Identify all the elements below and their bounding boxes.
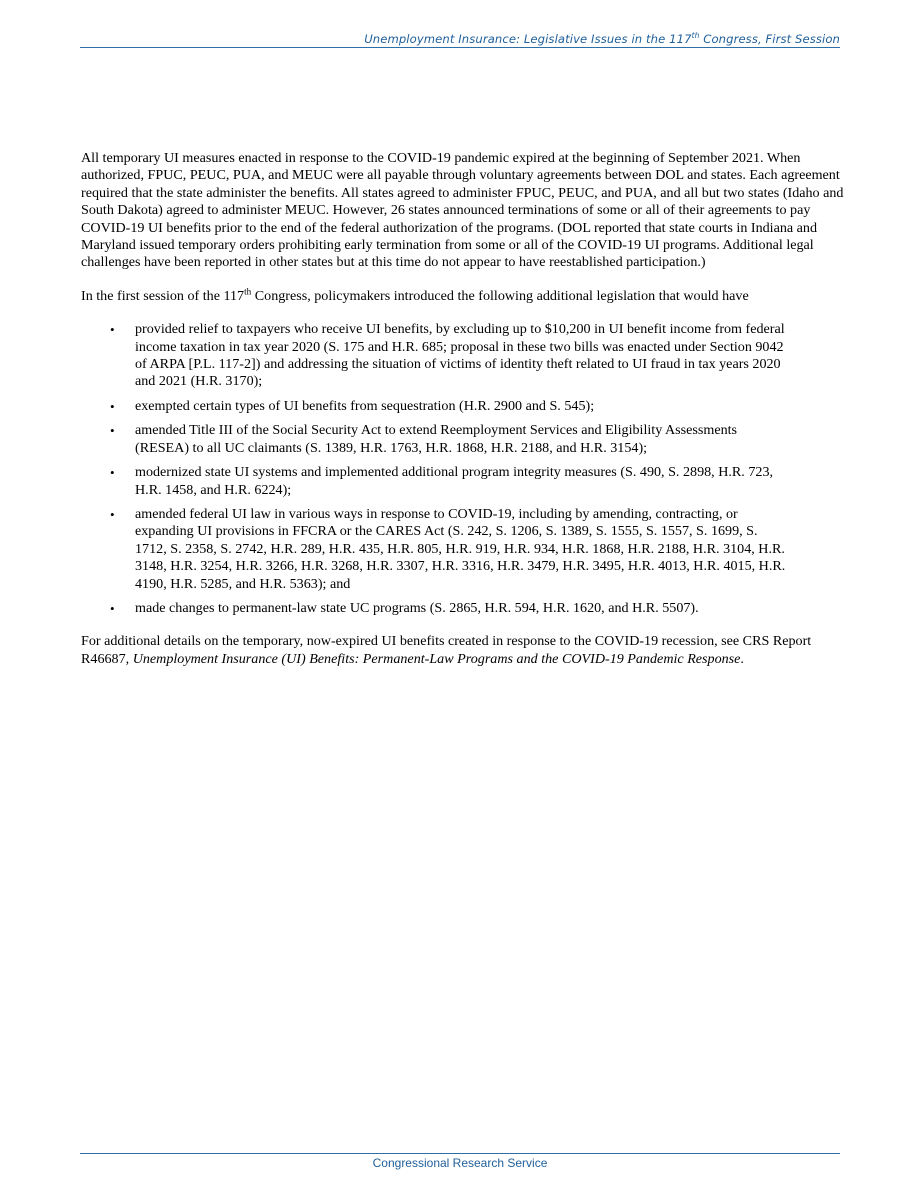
paragraph-additional-details: [81, 633, 846, 668]
paragraph-intro: [81, 288, 846, 305]
paragraph-details-prefix: For additional details on the temporary, now-expired UI benefits created in response to the COVID-19 recession, see CRS Report R46687,: [81, 633, 812, 667]
paragraph-details-suffix: .: [740, 650, 744, 667]
list-item: [81, 600, 846, 617]
main-content: [81, 150, 846, 684]
report-title: [364, 32, 840, 46]
list-item-text: provided relief to taxpayers who receive UI benefits, by excluding up to $10,200 in UI benefit income from federal income taxation in tax year 2020 (S. 175 and H.R. 685; proposal in these two bills was enacted under Section 9042 of ARPA [P.L. 117-2]) and addressing the situation of victims of identity theft related to UI fraud in tax years 2020 and 2021 (H.R. 3170);: [135, 321, 785, 390]
running-header: [80, 33, 840, 48]
bullet-icon: •: [110, 506, 115, 522]
list-item-text: exempted certain types of UI benefits from sequestration (H.R. 2900 and S. 545);: [135, 397, 595, 414]
list-item: [81, 464, 846, 499]
bullet-icon: •: [110, 423, 115, 439]
crs-report-title: Unemployment Insurance (UI) Benefits: Permanent-Law Programs and the COVID-19 Pandemic Response: [132, 650, 741, 667]
list-item: [81, 398, 846, 415]
paragraph-expiration: All temporary UI measures enacted in response to the COVID-19 pandemic expired at the beginning of September 2021. When authorized, FPUC, PEUC, PUA, and MEUC were all payable through voluntary agreements between DOL and states. Each agreement required that the state administer the benefits. All states agreed to administer FPUC, PEUC, and PUA, and all but two states (Idaho and South Dakota) agreed to administer MEUC. However, 26 states announced terminations of some or all of their agreements to pay COVID-19 UI benefits prior to the end of the federal authorization of the programs. (DOL reported that state courts in Indiana and Maryland issued temporary orders prohibiting early termination from some or all of the COVID-19 UI programs. Additional legal challenges have been reported in other states but at this time do not appear to have reestablished participation.): [81, 150, 844, 271]
list-item-text: amended federal UI law in various ways in response to COVID-19, including by amending, contracting, or expanding UI provisions in FFCRA or the CARES Act (S. 242, S. 1206, S. 1389, S. 1555, S. 1557, S. 1699, S. 1712, S. 2358, S. 2742, H.R. 289, H.R. 435, H.R. 805, H.R. 919, H.R. 934, H.R. 1868, H.R. 2188, H.R. 3104, H.R. 3148, H.R. 3254, H.R. 3266, H.R. 3268, H.R. 3307, H.R. 3316, H.R. 3479, H.R. 3495, H.R. 4013, H.R. 4015, H.R. 4190, H.R. 5285, and H.R. 5363); and: [135, 505, 786, 592]
list-item: [81, 422, 846, 457]
bullet-icon: •: [110, 322, 115, 338]
report-title-prefix: Unemployment Insurance: Legislative Issues in the 117: [364, 32, 692, 46]
bullet-icon: •: [110, 465, 115, 481]
paragraph-intro-prefix: In the first session of the 117: [81, 287, 245, 304]
list-item-text: amended Title III of the Social Security Act to extend Reemployment Services and Eligibility Assessments (RESEA) to all UC claimants (S. 1389, H.R. 1763, H.R. 1868, H.R. 2188, and H.R. 3154);: [135, 422, 738, 456]
footer-label: Congressional Research Service: [372, 1156, 548, 1170]
page-footer: [80, 1153, 840, 1172]
paragraph-intro-superscript: th: [244, 286, 252, 297]
list-item-text: modernized state UI systems and implemented additional program integrity measures (S. 490, S. 2898, H.R. 723, H.R. 1458, and H.R. 6224);: [135, 464, 774, 498]
report-title-superscript: th: [691, 31, 700, 41]
legislation-list: [81, 321, 846, 617]
bullet-icon: •: [110, 398, 115, 414]
list-item: [81, 321, 846, 391]
list-item-text: made changes to permanent-law state UC programs (S. 2865, H.R. 594, H.R. 1620, and H.R. 5507).: [135, 599, 699, 616]
paragraph-intro-suffix: Congress, policymakers introduced the following additional legislation that would have: [251, 287, 749, 304]
list-item: [81, 506, 846, 593]
report-title-suffix: Congress, First Session: [699, 32, 840, 46]
bullet-icon: •: [110, 600, 115, 616]
